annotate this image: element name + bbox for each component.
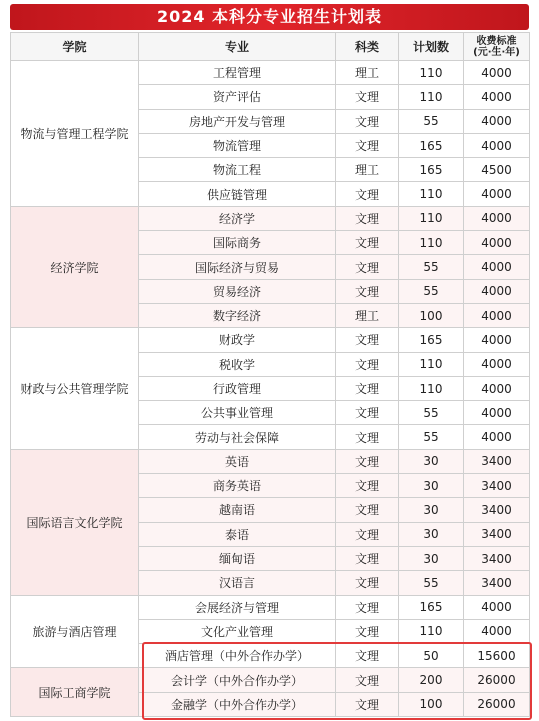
major-cell: 供应链管理 xyxy=(139,182,336,206)
category-cell: 文理 xyxy=(336,279,399,303)
plan-cell: 165 xyxy=(399,133,464,157)
category-cell: 文理 xyxy=(336,546,399,570)
major-cell: 贸易经济 xyxy=(139,279,336,303)
plan-cell: 55 xyxy=(399,401,464,425)
major-cell: 会展经济与管理 xyxy=(139,595,336,619)
plan-cell: 110 xyxy=(399,61,464,85)
category-cell: 文理 xyxy=(336,619,399,643)
category-cell: 理工 xyxy=(336,158,399,182)
fee-cell: 3400 xyxy=(464,498,530,522)
header-row xyxy=(11,33,530,61)
plan-cell: 55 xyxy=(399,425,464,449)
plan-cell: 110 xyxy=(399,231,464,255)
fee-cell: 3400 xyxy=(464,449,530,473)
header-category: 科类 xyxy=(336,33,399,61)
fee-cell: 4000 xyxy=(464,206,530,230)
category-cell: 文理 xyxy=(336,692,399,716)
header-fee-line1: 收费标准 xyxy=(476,35,517,47)
header-fee-line2: (元·生·年) xyxy=(473,46,520,58)
fee-cell: 4000 xyxy=(464,328,530,352)
major-cell: 汉语言 xyxy=(139,571,336,595)
plan-cell: 55 xyxy=(399,109,464,133)
plan-cell: 165 xyxy=(399,158,464,182)
category-cell: 文理 xyxy=(336,498,399,522)
fee-cell: 4000 xyxy=(464,425,530,449)
major-cell: 财政学 xyxy=(139,328,336,352)
fee-cell: 15600 xyxy=(464,644,530,668)
plan-cell: 110 xyxy=(399,182,464,206)
fee-cell: 26000 xyxy=(464,668,530,692)
major-cell: 资产评估 xyxy=(139,85,336,109)
major-cell: 金融学（中外合作办学） xyxy=(139,692,336,716)
college-cell: 旅游与酒店管理 xyxy=(11,595,139,668)
category-cell: 文理 xyxy=(336,328,399,352)
major-cell: 数字经济 xyxy=(139,303,336,327)
major-cell: 缅甸语 xyxy=(139,546,336,570)
fee-cell: 4000 xyxy=(464,85,530,109)
major-cell: 工程管理 xyxy=(139,61,336,85)
category-cell: 文理 xyxy=(336,595,399,619)
category-cell: 文理 xyxy=(336,206,399,230)
category-cell: 文理 xyxy=(336,231,399,255)
major-cell: 英语 xyxy=(139,449,336,473)
plan-cell: 100 xyxy=(399,692,464,716)
header-major: 专业 xyxy=(139,33,336,61)
fee-cell: 4000 xyxy=(464,182,530,206)
header-college: 学院 xyxy=(11,33,139,61)
plan-cell: 30 xyxy=(399,522,464,546)
major-cell: 行政管理 xyxy=(139,376,336,400)
plan-cell: 100 xyxy=(399,303,464,327)
college-cell: 经济学院 xyxy=(11,206,139,327)
category-cell: 理工 xyxy=(336,303,399,327)
plan-cell: 110 xyxy=(399,85,464,109)
fee-cell: 4000 xyxy=(464,595,530,619)
plan-cell: 55 xyxy=(399,255,464,279)
table-row xyxy=(11,449,530,473)
category-cell: 文理 xyxy=(336,474,399,498)
major-cell: 会计学（中外合作办学） xyxy=(139,668,336,692)
fee-cell: 4000 xyxy=(464,109,530,133)
category-cell: 文理 xyxy=(336,352,399,376)
plan-cell: 200 xyxy=(399,668,464,692)
major-cell: 公共事业管理 xyxy=(139,401,336,425)
major-cell: 房地产开发与管理 xyxy=(139,109,336,133)
plan-cell: 30 xyxy=(399,474,464,498)
college-cell: 物流与管理工程学院 xyxy=(11,61,139,207)
enrollment-plan-table xyxy=(10,32,530,717)
major-cell: 税收学 xyxy=(139,352,336,376)
major-cell: 物流工程 xyxy=(139,158,336,182)
category-cell: 文理 xyxy=(336,85,399,109)
category-cell: 文理 xyxy=(336,425,399,449)
category-cell: 文理 xyxy=(336,449,399,473)
category-cell: 文理 xyxy=(336,571,399,595)
category-cell: 文理 xyxy=(336,644,399,668)
table-row xyxy=(11,206,530,230)
header-fee xyxy=(464,33,530,61)
major-cell: 国际经济与贸易 xyxy=(139,255,336,279)
fee-cell: 3400 xyxy=(464,522,530,546)
category-cell: 文理 xyxy=(336,109,399,133)
fee-cell: 4000 xyxy=(464,619,530,643)
major-cell: 物流管理 xyxy=(139,133,336,157)
table-row xyxy=(11,328,530,352)
major-cell: 经济学 xyxy=(139,206,336,230)
category-cell: 文理 xyxy=(336,182,399,206)
fee-cell: 4000 xyxy=(464,279,530,303)
plan-cell: 30 xyxy=(399,498,464,522)
fee-cell: 4000 xyxy=(464,352,530,376)
fee-cell: 4500 xyxy=(464,158,530,182)
fee-cell: 26000 xyxy=(464,692,530,716)
college-cell: 国际语言文化学院 xyxy=(11,449,139,595)
category-cell: 文理 xyxy=(336,133,399,157)
plan-cell: 55 xyxy=(399,279,464,303)
plan-cell: 165 xyxy=(399,328,464,352)
fee-cell: 4000 xyxy=(464,61,530,85)
major-cell: 文化产业管理 xyxy=(139,619,336,643)
fee-cell: 3400 xyxy=(464,571,530,595)
plan-cell: 110 xyxy=(399,376,464,400)
plan-cell: 30 xyxy=(399,546,464,570)
header-plan: 计划数 xyxy=(399,33,464,61)
table-body xyxy=(11,61,530,717)
plan-cell: 110 xyxy=(399,352,464,376)
major-cell: 劳动与社会保障 xyxy=(139,425,336,449)
category-cell: 文理 xyxy=(336,522,399,546)
plan-cell: 55 xyxy=(399,571,464,595)
plan-cell: 165 xyxy=(399,595,464,619)
major-cell: 商务英语 xyxy=(139,474,336,498)
major-cell: 越南语 xyxy=(139,498,336,522)
fee-cell: 3400 xyxy=(464,546,530,570)
fee-cell: 4000 xyxy=(464,401,530,425)
fee-cell: 4000 xyxy=(464,255,530,279)
table-row xyxy=(11,668,530,692)
category-cell: 文理 xyxy=(336,255,399,279)
major-cell: 国际商务 xyxy=(139,231,336,255)
page-title: 2024 本科分专业招生计划表 xyxy=(10,4,529,30)
college-cell: 国际工商学院 xyxy=(11,668,139,717)
category-cell: 文理 xyxy=(336,401,399,425)
category-cell: 文理 xyxy=(336,668,399,692)
plan-cell: 110 xyxy=(399,206,464,230)
major-cell: 酒店管理（中外合作办学） xyxy=(139,644,336,668)
fee-cell: 3400 xyxy=(464,474,530,498)
plan-cell: 110 xyxy=(399,619,464,643)
table-row xyxy=(11,595,530,619)
table-row xyxy=(11,61,530,85)
fee-cell: 4000 xyxy=(464,231,530,255)
category-cell: 文理 xyxy=(336,376,399,400)
plan-cell: 30 xyxy=(399,449,464,473)
fee-cell: 4000 xyxy=(464,376,530,400)
college-cell: 财政与公共管理学院 xyxy=(11,328,139,449)
fee-cell: 4000 xyxy=(464,303,530,327)
plan-cell: 50 xyxy=(399,644,464,668)
fee-cell: 4000 xyxy=(464,133,530,157)
major-cell: 泰语 xyxy=(139,522,336,546)
category-cell: 理工 xyxy=(336,61,399,85)
